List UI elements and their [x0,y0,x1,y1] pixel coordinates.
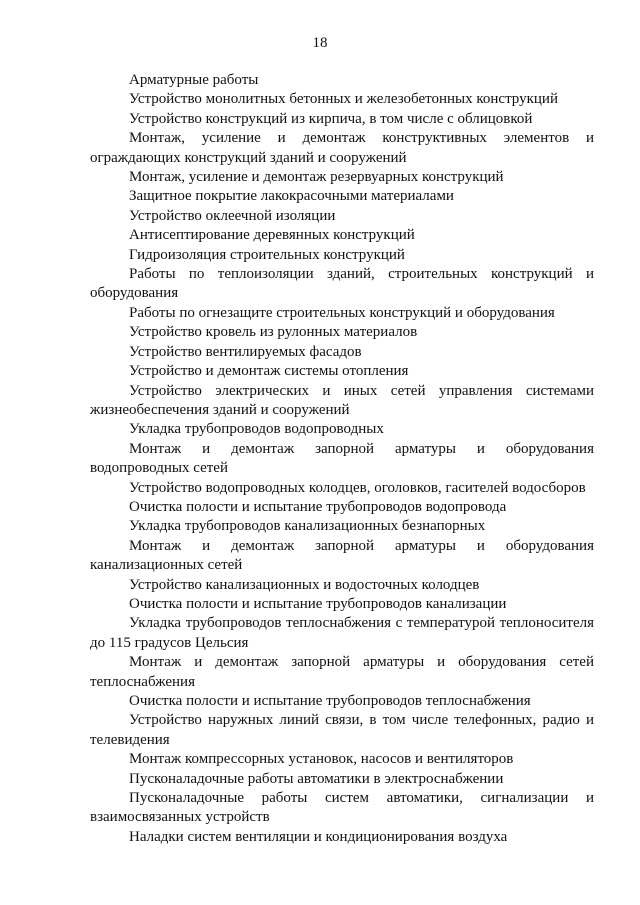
list-item: Антисептирование деревянных конструкций [129,227,415,244]
page-number: 18 [312,35,328,51]
list-item: Устройство канализационных и водосточных колодцев [129,576,480,593]
list-item: Монтаж и демонтаж запорной арматуры и оборудования канализационных сетей [90,537,594,574]
list-item: Очистка полости и испытание трубопроводов канализации [129,595,507,612]
list-item: Устройство электрических и иных сетей управления системами жизнеобеспечения зданий и сооружений [90,382,594,418]
list-item: Монтаж, усиление и демонтаж резервуарных конструкций [129,169,504,186]
list-item: Очистка полости и испытание трубопроводов водопровода [129,498,507,515]
work-types-list [90,71,594,847]
list-item: Монтаж и демонтаж запорной арматуры и оборудования сетей теплоснабжения [90,654,594,690]
list-item: Пусконаладочные работы автоматики в электроснабжении [129,770,504,787]
list-item: Устройство конструкций из кирпича, в том числе с облицовкой [129,110,533,127]
list-item: Устройство и демонтаж системы отопления [129,363,409,380]
list-item: Защитное покрытие лакокрасочными материалами [129,188,454,205]
list-item: Пусконаладочные работы систем автоматики, сигнализации и взаимосвязанных устройств [90,790,594,826]
list-item: Гидроизоляция строительных конструкций [129,246,405,263]
list-item: Устройство водопроводных колодцев, оголовков, гасителей водосборов [129,479,586,496]
list-item: Монтаж, усиление и демонтаж конструктивных элементов и ограждающих конструкций зданий и сооружений [90,130,594,166]
list-item: Устройство монолитных бетонных и железобетонных конструкций [129,91,558,108]
list-item: Устройство вентилируемых фасадов [129,343,362,360]
list-item: Устройство оклеечной изоляции [129,207,336,224]
list-item: Укладка трубопроводов канализационных безнапорных [129,518,486,535]
list-item: Работы по огнезащите строительных конструкций и оборудования [129,304,555,321]
list-item: Устройство наружных линий связи, в том числе телефонных, радио и телевидения [90,712,594,748]
list-item: Монтаж и демонтаж запорной арматуры и оборудования водопроводных сетей [90,440,594,477]
list-item: Укладка трубопроводов водопроводных [129,421,384,438]
list-item: Устройство кровель из рулонных материалов [129,324,418,341]
list-item: Монтаж компрессорных установок, насосов и вентиляторов [129,751,514,768]
list-item: Наладки систем вентиляции и кондиционирования воздуха [129,828,508,845]
list-item: Работы по теплоизоляции зданий, строительных конструкций и оборудования [90,266,594,302]
list-item: Укладка трубопроводов теплоснабжения с температурой теплоносителя до 115 градусов Цельсия [90,615,594,651]
list-item: Арматурные работы [129,72,259,88]
list-item: Очистка полости и испытание трубопроводов теплоснабжения [129,693,531,709]
